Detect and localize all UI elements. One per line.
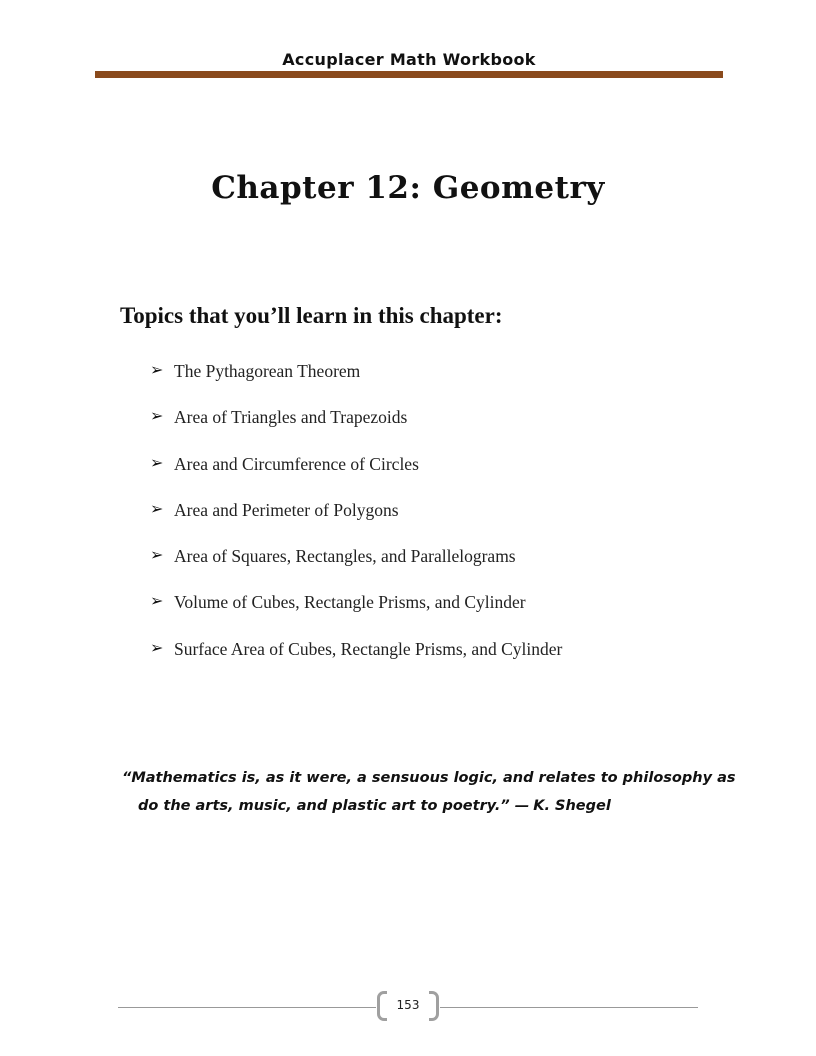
header-rule	[95, 71, 723, 78]
footer-rule-right	[440, 1007, 698, 1008]
topic-item	[150, 499, 562, 545]
topic-item	[150, 638, 562, 684]
page-number: 153	[396, 998, 420, 1012]
topic-text: Surface Area of Cubes, Rectangle Prisms, and Cylinder	[174, 638, 563, 659]
chapter-title: Chapter 12: Geometry	[211, 170, 605, 206]
topic-item	[150, 406, 562, 452]
topic-item	[150, 360, 562, 406]
arrowhead-bullet-icon: ➢	[150, 408, 164, 426]
chapter-quote	[122, 764, 748, 820]
quote-text: “Mathematics is, as it were, a sensuous logic, and relates to philosophy as do the arts, music, and plastic art to poetry.” —	[122, 770, 736, 814]
left-brace-icon	[377, 991, 387, 1021]
topic-item	[150, 545, 562, 591]
arrowhead-bullet-icon: ➢	[150, 454, 164, 472]
topic-text: Area and Perimeter of Polygons	[174, 499, 399, 520]
topic-text: Area of Triangles and Trapezoids	[174, 407, 408, 428]
arrowhead-bullet-icon: ➢	[150, 547, 164, 565]
topic-item	[150, 453, 562, 499]
running-header-title: Accuplacer Math Workbook	[282, 50, 536, 69]
topic-item	[150, 591, 562, 637]
footer-rule-left	[118, 1007, 376, 1008]
topic-list	[150, 360, 562, 684]
right-brace-icon	[429, 991, 439, 1021]
topic-text: Area of Squares, Rectangles, and Parallelograms	[174, 546, 516, 567]
arrowhead-bullet-icon: ➢	[150, 500, 164, 518]
topic-text: Volume of Cubes, Rectangle Prisms, and Cylinder	[174, 592, 526, 613]
quote-author: K. Shegel	[533, 798, 611, 814]
topics-heading: Topics that you’ll learn in this chapter:	[120, 303, 503, 328]
topic-text: Area and Circumference of Circles	[174, 453, 419, 474]
arrowhead-bullet-icon: ➢	[150, 593, 164, 611]
topic-text: The Pythagorean Theorem	[174, 361, 361, 381]
arrowhead-bullet-icon: ➢	[150, 639, 164, 657]
arrowhead-bullet-icon: ➢	[150, 362, 164, 379]
